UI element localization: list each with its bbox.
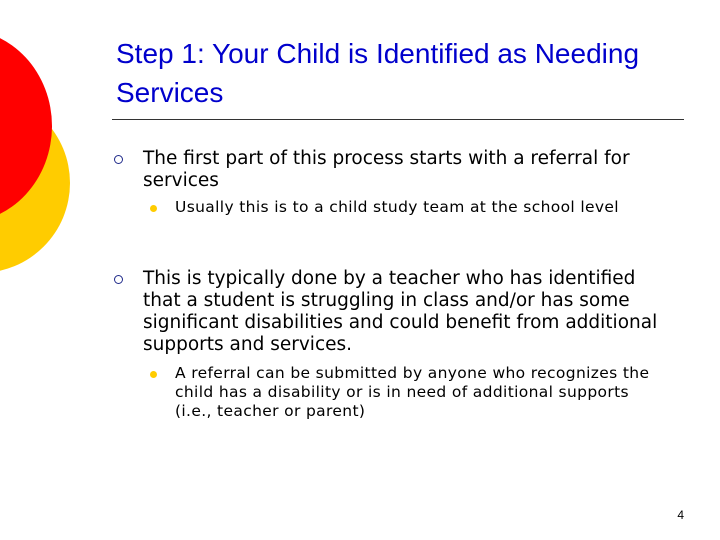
sub-bullet-item: Usually this is to a child study team at the school level: [175, 198, 619, 216]
dot-bullet-icon: [150, 205, 157, 212]
bullet-item: This is typically done by a teacher who has identified that a student is struggling in class and/or has some significant disabilities and could benefit from additional supports and services.: [143, 268, 658, 355]
slide-title: Step 1: Your Child is Identified as Needing Services: [116, 38, 640, 108]
ring-bullet-icon: [114, 275, 123, 284]
ring-bullet-icon: [114, 155, 123, 164]
bullet-item: The first part of this process starts with a referral for services: [143, 148, 630, 191]
page-number: 4: [677, 508, 684, 522]
dot-bullet-icon: [150, 371, 157, 378]
sub-bullet-item: A referral can be submitted by anyone who recognizes the child has a disability or is in need of additional supports (i.e., teacher or parent): [175, 364, 650, 420]
